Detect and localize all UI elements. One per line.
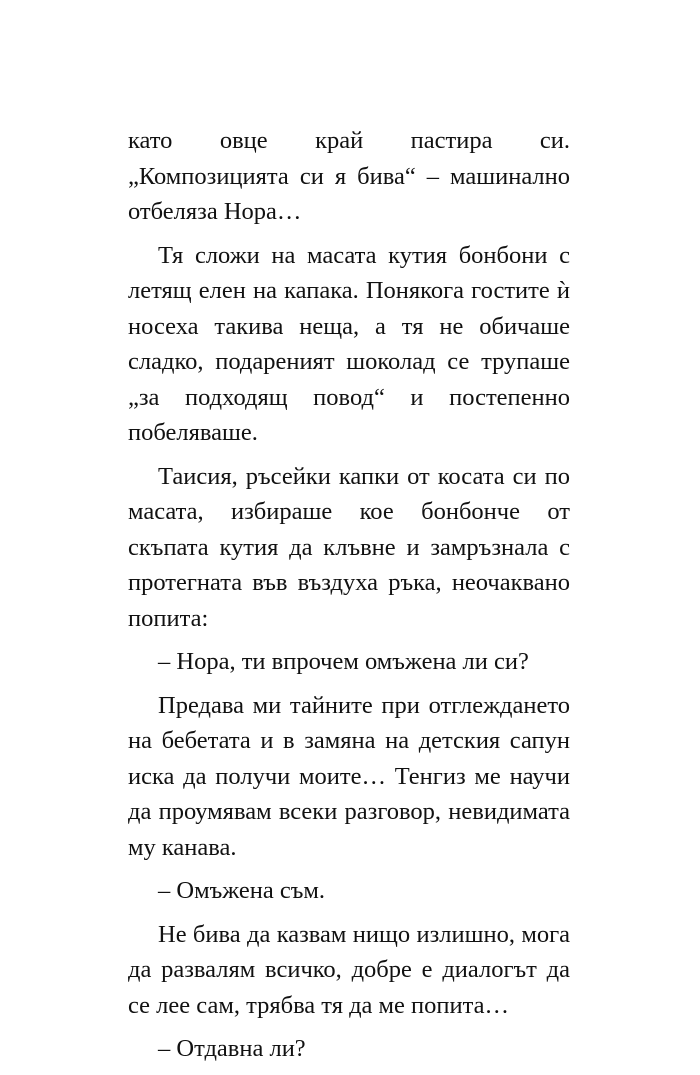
book-page [128, 123, 570, 1075]
dialogue-line: – Отдавна ли? [158, 1035, 306, 1062]
paragraph: Тя сложи на масата кутия бонбони с летящ елен на капака. Понякога гостите ѝ носеха такива неща, а тя не обичаше сладко, подареният шоколад се трупаше „за подходящ повод“ и постепенно побеляваше. [128, 241, 570, 446]
dialogue-line: – Нора, ти впрочем омъжена ли си? [158, 648, 529, 675]
paragraph: Предава ми тайните при отглеждането на бебетата и в замяна на детския сапун иска да получи моите… Тенгиз ме научи да проумявам всеки разговор, невидимата му канава. [128, 691, 570, 861]
dialogue-line: – Омъжена съм. [158, 877, 326, 904]
text-line: като овце край пастира си. [128, 127, 570, 154]
text-line: отбеляза Нора… [128, 198, 302, 225]
paragraph: Не бива да казвам нищо излишно, мога да развалям всичко, добре е диалогът да се лее сам, трябва тя да ме попита… [128, 920, 570, 1019]
paragraph: Таисия, ръсейки капки от косата си по масата, избираше кое бонбонче от скъпата кутия да клъвне и замръзнала с протегната във въздуха ръка, неочаквано попита: [128, 462, 570, 632]
text-line: „Композицията си я бива“ – машинално [128, 162, 570, 190]
paragraph-continued [128, 123, 570, 230]
